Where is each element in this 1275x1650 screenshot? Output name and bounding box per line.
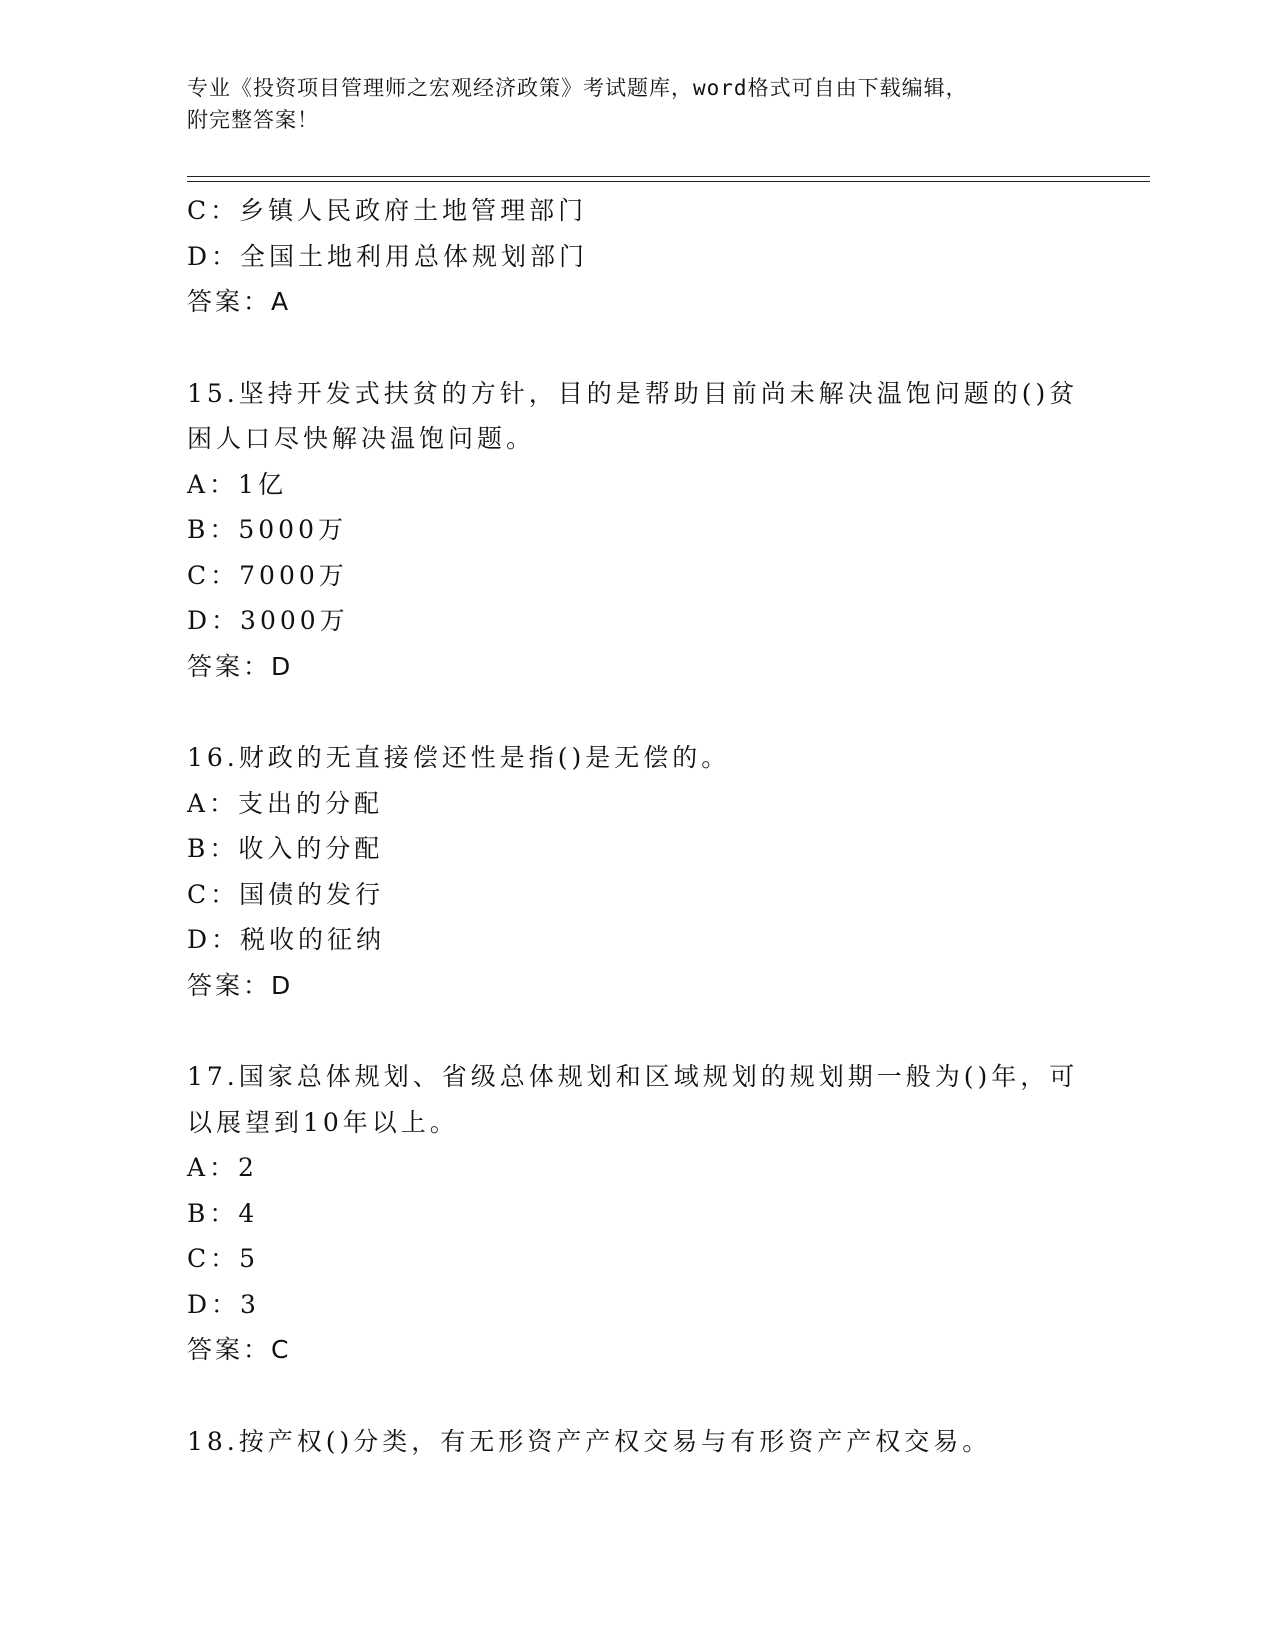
question-stem: 17.国家总体规划、省级总体规划和区域规划的规划期一般为()年，可 [187, 1062, 1079, 1091]
option-d: D：税收的征纳 [187, 925, 386, 954]
question-stem-cont: 困人口尽快解决温饱问题。 [187, 424, 536, 453]
answer: 答案：C [187, 1335, 292, 1364]
option-b: B：4 [187, 1198, 259, 1228]
question-15 [187, 371, 1087, 690]
option-a: A：2 [187, 1153, 258, 1182]
question-16 [187, 735, 1087, 1008]
document-header [187, 72, 1077, 136]
question-stem: 18.按产权()分类，有无形资产产权交易与有形资产产权交易。 [187, 1426, 992, 1456]
option-d: D：3000万 [187, 606, 349, 635]
option-a: A：1亿 [187, 469, 287, 499]
option-a: A：支出的分配 [187, 788, 384, 818]
question-stem: 15.坚持开发式扶贫的方针，目的是帮助目前尚未解决温饱问题的()贫 [187, 378, 1079, 408]
header-line-1: 专业《投资项目管理师之宏观经济政策》考试题库，word格式可自由下载编辑， [187, 76, 968, 100]
question-stem-cont: 以展望到10年以上。 [187, 1107, 459, 1137]
option-b: B：收入的分配 [187, 834, 384, 863]
question-18 [187, 1419, 1087, 1465]
option-c: C：5 [187, 1244, 260, 1273]
question-14-tail [187, 188, 1087, 325]
answer: 答案：D [187, 970, 294, 1000]
option-c: C：7000万 [187, 560, 348, 590]
header-rule-bottom [187, 181, 1150, 182]
option-c: C：国债的发行 [187, 879, 385, 909]
header-rule-top [187, 176, 1150, 177]
question-list [187, 188, 1087, 1464]
option-b: B：5000万 [187, 515, 347, 544]
answer: 答案：A [187, 287, 292, 316]
option-c: C：乡镇人民政府土地管理部门 [187, 196, 588, 225]
option-d: D：全国土地利用总体规划部门 [187, 241, 589, 271]
option-d: D：3 [187, 1289, 260, 1319]
question-stem: 16.财政的无直接偿还性是指()是无偿的。 [187, 743, 731, 772]
question-17 [187, 1054, 1087, 1373]
header-line-2: 附完整答案！ [187, 108, 319, 132]
answer: 答案：D [187, 651, 294, 681]
